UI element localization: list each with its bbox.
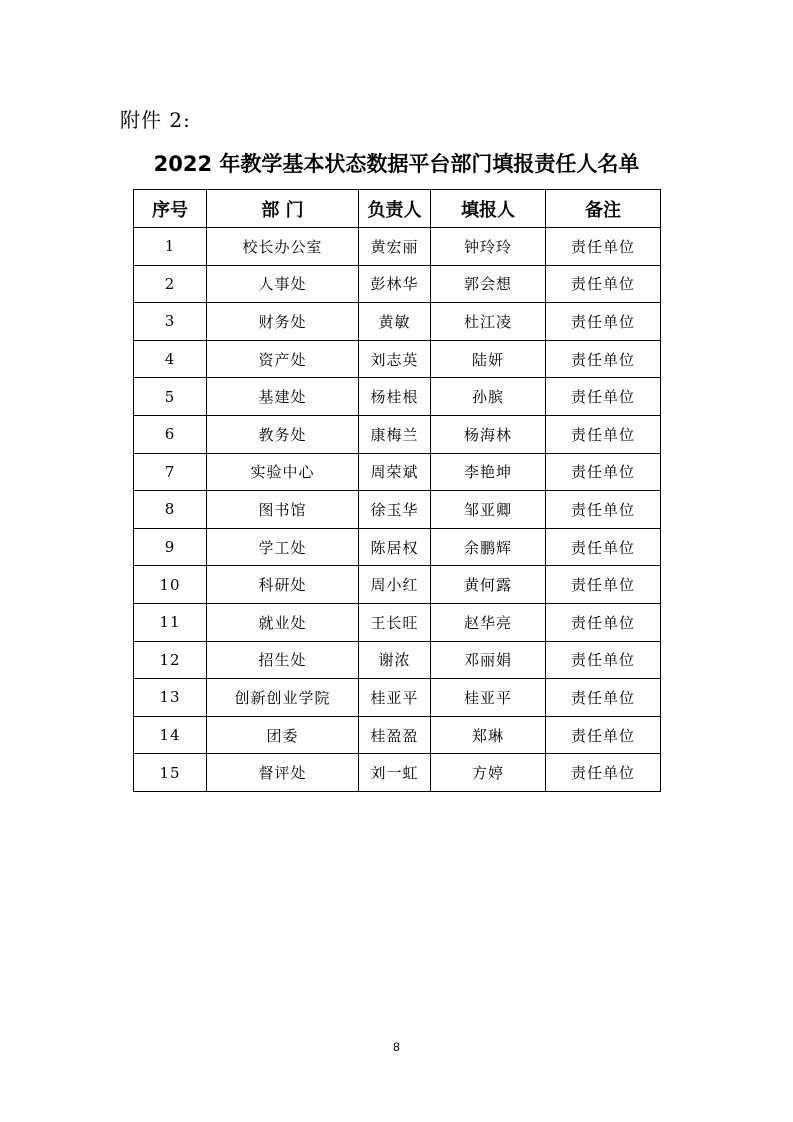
cell-person-in-charge: 谢浓	[359, 641, 431, 679]
cell-filler: 郭会想	[431, 265, 546, 303]
cell-remarks: 责任单位	[546, 754, 661, 792]
cell-remarks: 责任单位	[546, 415, 661, 453]
cell-person-in-charge: 桂亚平	[359, 679, 431, 717]
table-row	[134, 378, 661, 416]
cell-person-in-charge: 周荣斌	[359, 453, 431, 491]
cell-department: 创新创业学院	[207, 679, 359, 717]
table-row	[134, 415, 661, 453]
table-row	[134, 303, 661, 341]
cell-person-in-charge: 陈居权	[359, 528, 431, 566]
cell-department: 财务处	[207, 303, 359, 341]
cell-remarks: 责任单位	[546, 491, 661, 529]
cell-remarks: 责任单位	[546, 303, 661, 341]
cell-filler: 方婷	[431, 754, 546, 792]
cell-person-in-charge: 黄敏	[359, 303, 431, 341]
table-row	[134, 641, 661, 679]
cell-filler: 钟玲玲	[431, 228, 546, 266]
attachment-label: 附件 2:	[120, 108, 191, 132]
cell-remarks: 责任单位	[546, 528, 661, 566]
cell-department: 督评处	[207, 754, 359, 792]
table-row	[134, 340, 661, 378]
cell-person-in-charge: 徐玉华	[359, 491, 431, 529]
cell-remarks: 责任单位	[546, 641, 661, 679]
table-row	[134, 528, 661, 566]
cell-department: 校长办公室	[207, 228, 359, 266]
cell-index: 8	[134, 491, 207, 529]
cell-department: 就业处	[207, 603, 359, 641]
cell-department: 招生处	[207, 641, 359, 679]
table-header-row	[134, 190, 661, 228]
cell-filler: 李艳坤	[431, 453, 546, 491]
responsibility-table	[133, 189, 661, 792]
cell-person-in-charge: 杨桂根	[359, 378, 431, 416]
table-row	[134, 566, 661, 604]
cell-remarks: 责任单位	[546, 378, 661, 416]
cell-remarks: 责任单位	[546, 716, 661, 754]
cell-index: 4	[134, 340, 207, 378]
cell-remarks: 责任单位	[546, 340, 661, 378]
cell-remarks: 责任单位	[546, 566, 661, 604]
table-row	[134, 491, 661, 529]
cell-filler: 赵华亮	[431, 603, 546, 641]
cell-filler: 黄何露	[431, 566, 546, 604]
cell-remarks: 责任单位	[546, 228, 661, 266]
cell-filler: 杨海林	[431, 415, 546, 453]
header-filler: 填报人	[431, 190, 546, 228]
document-title: 2022 年教学基本状态数据平台部门填报责任人名单	[153, 152, 640, 176]
cell-person-in-charge: 康梅兰	[359, 415, 431, 453]
cell-person-in-charge: 周小红	[359, 566, 431, 604]
cell-department: 实验中心	[207, 453, 359, 491]
cell-filler: 邓丽娟	[431, 641, 546, 679]
cell-person-in-charge: 桂盈盈	[359, 716, 431, 754]
cell-person-in-charge: 刘志英	[359, 340, 431, 378]
table-row	[134, 265, 661, 303]
cell-filler: 郑琳	[431, 716, 546, 754]
cell-index: 11	[134, 603, 207, 641]
cell-index: 1	[134, 228, 207, 266]
cell-remarks: 责任单位	[546, 265, 661, 303]
cell-index: 3	[134, 303, 207, 341]
cell-index: 2	[134, 265, 207, 303]
cell-department: 团委	[207, 716, 359, 754]
cell-remarks: 责任单位	[546, 603, 661, 641]
cell-person-in-charge: 彭林华	[359, 265, 431, 303]
cell-index: 7	[134, 453, 207, 491]
cell-department: 学工处	[207, 528, 359, 566]
cell-index: 10	[134, 566, 207, 604]
cell-index: 9	[134, 528, 207, 566]
cell-filler: 孙膑	[431, 378, 546, 416]
cell-index: 5	[134, 378, 207, 416]
cell-department: 图书馆	[207, 491, 359, 529]
table-row	[134, 603, 661, 641]
page-number: 8	[393, 1040, 400, 1054]
header-index: 序号	[134, 190, 207, 228]
header-remarks: 备注	[546, 190, 661, 228]
header-department: 部 门	[207, 190, 359, 228]
cell-filler: 余鹏辉	[431, 528, 546, 566]
cell-filler: 杜江凌	[431, 303, 546, 341]
cell-filler: 陆妍	[431, 340, 546, 378]
cell-department: 科研处	[207, 566, 359, 604]
cell-person-in-charge: 王长旺	[359, 603, 431, 641]
table-row	[134, 453, 661, 491]
table-row	[134, 228, 661, 266]
table-row	[134, 679, 661, 717]
table-row	[134, 716, 661, 754]
cell-department: 基建处	[207, 378, 359, 416]
cell-department: 教务处	[207, 415, 359, 453]
cell-remarks: 责任单位	[546, 679, 661, 717]
cell-index: 14	[134, 716, 207, 754]
cell-remarks: 责任单位	[546, 453, 661, 491]
cell-index: 6	[134, 415, 207, 453]
table-row	[134, 754, 661, 792]
cell-filler: 邹亚卿	[431, 491, 546, 529]
cell-index: 13	[134, 679, 207, 717]
cell-department: 资产处	[207, 340, 359, 378]
header-person-in-charge: 负责人	[359, 190, 431, 228]
cell-index: 12	[134, 641, 207, 679]
cell-department: 人事处	[207, 265, 359, 303]
cell-index: 15	[134, 754, 207, 792]
cell-filler: 桂亚平	[431, 679, 546, 717]
cell-person-in-charge: 刘一虹	[359, 754, 431, 792]
cell-person-in-charge: 黄宏丽	[359, 228, 431, 266]
